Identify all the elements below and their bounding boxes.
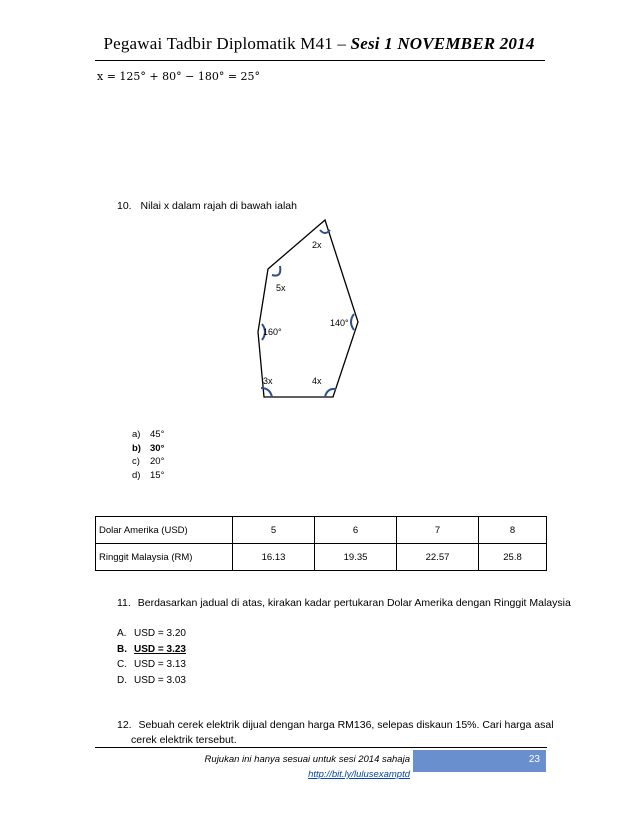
table-cell: 19.35 — [315, 544, 397, 571]
table-cell: 7 — [397, 517, 479, 544]
table-row — [96, 517, 547, 544]
footer — [170, 752, 410, 782]
question-10 — [117, 200, 297, 212]
polygon-outline — [258, 220, 358, 397]
question-text-line2: cerek elektrik tersebut. — [131, 734, 237, 746]
option-d: D. USD = 3.03 — [117, 674, 186, 686]
footer-note: Rujukan ini hanya sesuai untuk sesi 2014 sahaja — [204, 754, 410, 765]
option-c: c) 20° — [132, 456, 165, 467]
label-right: 140° — [330, 318, 349, 328]
question-text: Nilai x dalam rajah di bawah ialah — [140, 200, 297, 212]
label-bottom-left: 3x — [263, 376, 273, 386]
label-upper-left: 5x — [276, 283, 286, 293]
table-cell: 16.13 — [233, 544, 315, 571]
label-bottom-right: 4x — [312, 376, 322, 386]
header-session: Sesi 1 NOVEMBER 2014 — [350, 34, 535, 53]
header-title: Pegawai Tadbir Diplomatik M41 – — [103, 34, 347, 53]
option-a: A. USD = 3.20 — [117, 628, 186, 639]
option-a: a) 45° — [132, 429, 165, 440]
table-cell: 22.57 — [397, 544, 479, 571]
page-header — [0, 34, 638, 54]
question-10-options — [132, 428, 164, 482]
question-number: 12. — [117, 719, 132, 731]
label-left: 160° — [263, 327, 282, 337]
page-number: 23 — [413, 750, 546, 772]
angle-arc-top — [320, 230, 330, 233]
option-d: d) 15° — [132, 469, 165, 481]
table-cell: 6 — [315, 517, 397, 544]
question-number: 10. — [117, 200, 132, 212]
angle-arc-upper-left — [272, 266, 280, 276]
formula-line: x = 125° + 80° − 180° = 25° — [97, 70, 261, 83]
table-row — [96, 544, 547, 571]
option-b: B. USD = 3.23 — [117, 643, 186, 655]
table-cell: 25.8 — [479, 544, 547, 571]
label-top: 2x — [312, 240, 322, 250]
angle-arc-right — [351, 314, 354, 330]
question-text-line1: Sebuah cerek elektrik dijual dengan harga RM136, selepas diskaun 15%. Cari harga asal — [138, 719, 554, 731]
row-label: Dolar Amerika (USD) — [96, 517, 233, 544]
option-b: b) 30° — [132, 442, 165, 454]
row-label: Ringgit Malaysia (RM) — [96, 544, 233, 571]
question-11 — [117, 597, 571, 609]
question-number: 11. — [117, 597, 131, 609]
option-c: C. USD = 3.13 — [117, 659, 186, 670]
question-12 — [117, 718, 554, 748]
table-cell: 8 — [479, 517, 547, 544]
question-text: Berdasarkan jadual di atas, kirakan kadar pertukaran Dolar Amerika dengan Ringgit Malaysia — [137, 597, 571, 609]
table-cell: 5 — [233, 517, 315, 544]
footer-link[interactable]: http://bit.ly/lulusexamptd — [308, 769, 410, 780]
polygon-diagram — [250, 212, 380, 407]
question-11-options — [117, 626, 186, 688]
footer-divider — [95, 747, 547, 748]
exchange-rate-table — [95, 516, 547, 571]
header-divider — [95, 60, 545, 61]
